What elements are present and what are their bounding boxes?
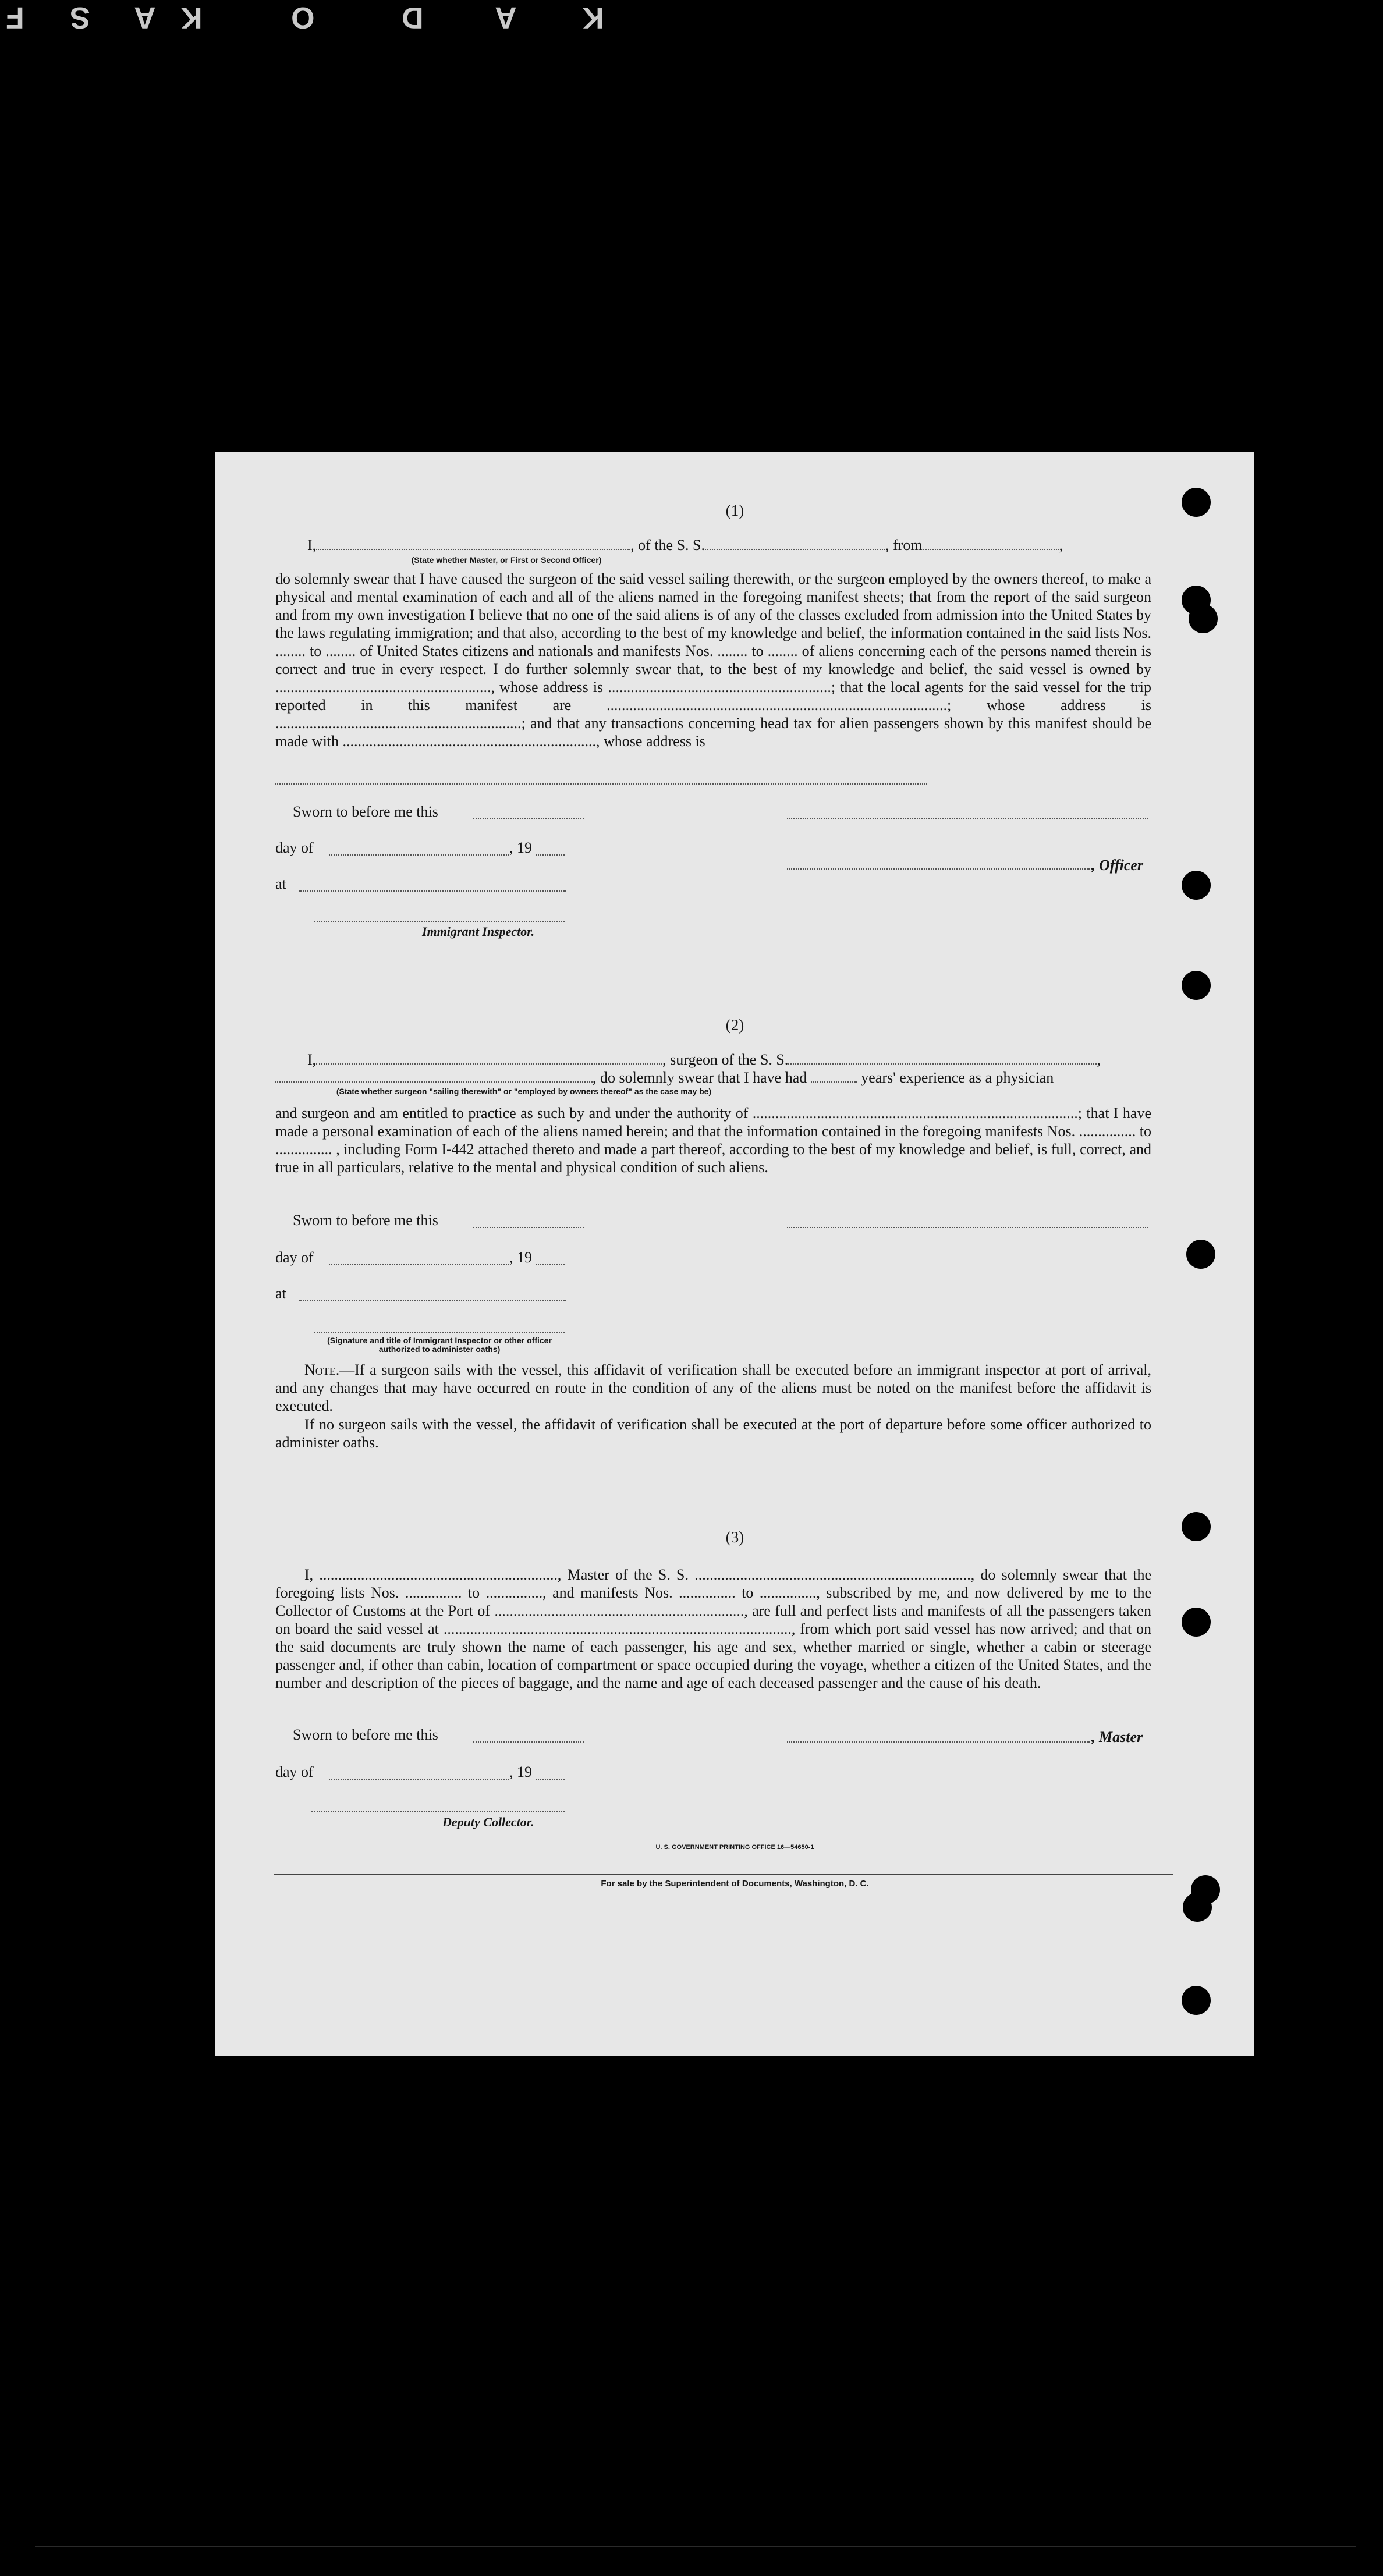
printing-office-line: U. S. GOVERNMENT PRINTING OFFICE 16—54650-1 <box>655 1844 814 1851</box>
film-letter: O <box>291 1 315 34</box>
signature-note: (Signature and title of Immigrant Inspector or other officer authorized to administer oaths) <box>327 1336 552 1354</box>
film-letter: A <box>495 1 517 34</box>
section-number: (3) <box>725 1528 744 1546</box>
collector-signature-field <box>311 1811 565 1812</box>
surgeon-oath-body: and surgeon and am entitled to practice as such by and under the authority of ......................................................................................; that I have made a personal examination of each of the aliens named herein; and that the information contained in the foregoing manifests Nos. ............... to ............... , including Form I-442 attached thereto and made a part thereof, according to the best of my knowledge and belief, is full, correct, and true in all particulars, relative to the mental and physical condition of such aliens. <box>275 1105 1151 1176</box>
sale-notice: For sale by the Superintendent of Documents, Washington, D. C. <box>601 1879 869 1889</box>
label-ss: , of the S. S. <box>630 537 705 553</box>
note-paragraph-2: If no surgeon sails with the vessel, the affidavit of verification shall be executed at the port of departure before some officer authorized to administer oaths. <box>275 1416 1151 1451</box>
year-label: , 19 <box>509 839 532 856</box>
punch-hole <box>1182 871 1211 900</box>
note-paragraph <box>275 1361 1151 1415</box>
officer-title-field <box>787 868 1090 870</box>
year-field <box>536 854 565 856</box>
sworn-label: Sworn to before me this <box>293 1726 438 1743</box>
day-field <box>329 854 509 856</box>
sworn-label: Sworn to before me this <box>293 803 438 820</box>
sworn-date-field <box>473 1227 584 1228</box>
sworn-label: Sworn to before me this <box>293 1212 438 1229</box>
label-physician: years' experience as a physician <box>861 1069 1054 1086</box>
field-note: (State whether surgeon "sailing therewith" or "employed by owners thereof" as the case may be) <box>336 1087 712 1096</box>
punch-hole <box>1189 604 1218 633</box>
year-label: , 19 <box>509 1249 532 1266</box>
surgeon-signature-field <box>787 1227 1148 1228</box>
day-field <box>329 1264 509 1265</box>
year-label: , 19 <box>509 1764 532 1780</box>
film-letter: A <box>134 1 156 34</box>
section-number: (1) <box>725 502 744 519</box>
day-field <box>329 1779 509 1780</box>
punch-hole <box>1182 971 1211 1000</box>
footer-rule <box>274 1874 1173 1875</box>
punch-hole <box>1182 1608 1211 1637</box>
label-surgeon-ss: , surgeon of the S. S. <box>662 1051 789 1068</box>
punch-hole <box>1186 1240 1215 1269</box>
note-text: —If a surgeon sails with the vessel, this affidavit of verification shall be executed before an immigrant inspector at port of arrival, and any changes that may have occurred en route in the condition of any of the aliens must be noted on the manifest before the affidavit is executed. <box>275 1361 1151 1414</box>
label-comma: , <box>1097 1051 1101 1068</box>
film-edge-line <box>35 2546 1356 2547</box>
film-letter: D <box>402 1 424 34</box>
year-field <box>536 1264 565 1265</box>
continuation-line <box>275 783 927 785</box>
film-edge-markings <box>0 0 1383 41</box>
officer-label: , Officer <box>1091 857 1144 874</box>
sworn-date-field <box>473 1741 584 1743</box>
film-letter: K <box>180 1 203 34</box>
inspector-signature-field <box>314 921 565 922</box>
collector-label: Deputy Collector. <box>442 1815 534 1829</box>
oath-line-1 <box>307 537 1063 554</box>
day-label: day of <box>275 1764 314 1780</box>
day-label: day of <box>275 839 314 856</box>
label-i: I, <box>307 1051 317 1068</box>
film-letter: K <box>582 1 604 34</box>
manifest-affidavit-page <box>215 452 1254 2056</box>
master-label: , Master <box>1091 1729 1143 1745</box>
punch-hole <box>1183 1893 1212 1922</box>
surgeon-line-1 <box>307 1051 1101 1069</box>
label-comma: , <box>1059 537 1063 553</box>
officer-signature-field <box>787 818 1148 819</box>
master-oath-body: I, ..............................................................., Master of the S. S. ........................................................................., do solemnly swear that the foregoing lists Nos. ............... to ..............., and manifests Nos. ............... to ..............., subscribed by me, and now delivered by me to the Collector of Customs at the Port of .................................................................., are full and perfect lists and manifests of all the passengers taken on board the said vessel at ............................................................................................, from which port said vessel has now arrived; and that on the said documents are truly shown the name of each passenger, his age and sex, whether married or single, whether a cabin or steerage passenger and, if other than cabin, location of compartment or space occupied during the voyage, whether a citizen of the United States, and the number and description of the pieces of baggage, and the name and age of each deceased passenger and the cause of his death. <box>275 1566 1151 1691</box>
official-signature-field <box>314 1332 565 1333</box>
punch-hole <box>1182 1986 1211 2015</box>
day-label: day of <box>275 1249 314 1266</box>
label-i: I, <box>307 537 317 553</box>
at-label: at <box>275 875 286 892</box>
field-note: (State whether Master, or First or Second Officer) <box>411 555 602 565</box>
master-signature-field <box>787 1741 1090 1743</box>
film-letter: S <box>70 1 90 34</box>
label-from: , from <box>885 537 923 553</box>
at-field <box>299 890 566 892</box>
oath-body: do solemnly swear that I have caused the surgeon of the said vessel sailing therewith, or the surgeon employed by the owners thereof, to make a physical and mental examination of each and all of the aliens named in the foregoing manifest sheets; that from the report of the said surgeon and from my own investigation I believe that no one of the said aliens is of any of the classes excluded from admission into the United States by the laws regulating immigration; and that also, according to the best of my knowledge and belief, the information contained in the said lists Nos. ........ to ........ of United States citizens and nationals and manifests Nos. ........ to ........ of aliens concerning each of the persons named therein is correct and true in every respect. I do further solemnly swear that, to the best of my knowledge and belief, the said vessel is owned by ........................................................., whose address is ...........................................................; that the local agents for the said vessel for the trip reported in this manifest are ..........................................................................................; whose address is .................................................................; and that any transactions concerning head tax for alien passengers shown by this manifest should be made with ..................................................................., whose address is <box>275 570 1151 750</box>
year-field <box>536 1779 565 1780</box>
film-letter: F <box>6 1 24 34</box>
surgeon-line-2 <box>275 1069 1054 1087</box>
sworn-date-field <box>473 818 584 819</box>
inspector-label: Immigrant Inspector. <box>422 924 535 939</box>
at-label: at <box>275 1285 286 1302</box>
note-label: Note. <box>304 1361 340 1378</box>
section-number: (2) <box>725 1016 744 1034</box>
label-experience: , do solemnly swear that I have had <box>593 1069 807 1086</box>
at-field <box>299 1300 566 1301</box>
